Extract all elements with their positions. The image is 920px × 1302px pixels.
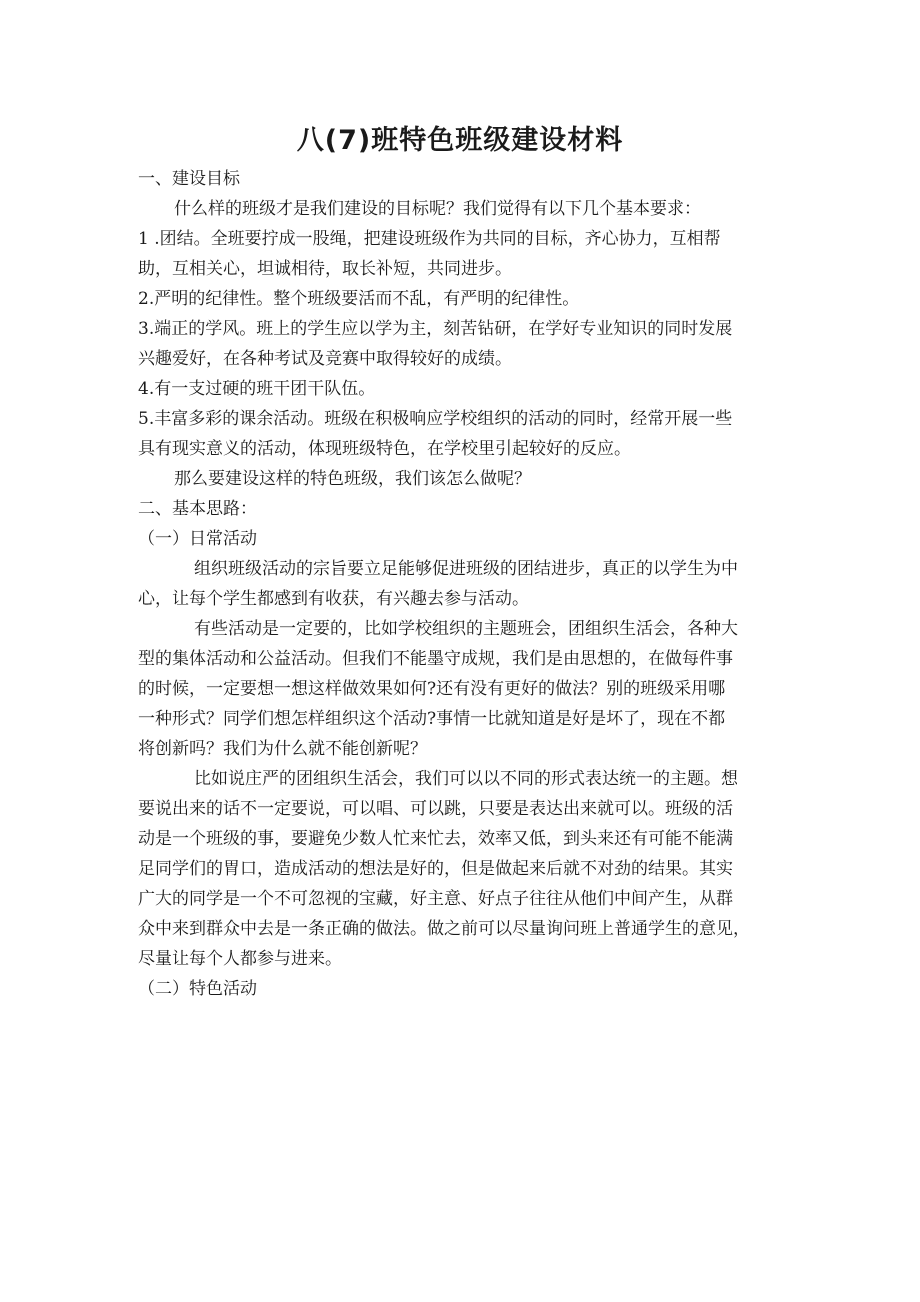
document-body (138, 164, 788, 1004)
list-item-activities-cont: 具有现实意义的活动，体现班级特色，在学校里引起较好的反应。 (138, 439, 631, 459)
paragraph-line: 一种形式？同学们想怎样组织这个活动?事情一比就知道是好是坏了，现在不都 (138, 709, 726, 729)
paragraph-line: 有些活动是一定要的，比如学校组织的主题班会，团组织生活会，各种大 (194, 619, 738, 639)
paragraph-line: 将创新吗？我们为什么就不能创新呢？ (138, 739, 427, 759)
list-item-cadre-team: 4.有一支过硬的班干团干队伍。 (138, 379, 376, 399)
paragraph-line: 动是一个班级的事，要避免少数人忙来忙去，效率又低，到头来还有可能不能满 (138, 829, 733, 849)
list-item-unity: 1 .团结。全班要拧成一股绳，把建设班级作为共同的目标，齐心协力，互相帮 (138, 229, 721, 249)
list-item-study-style: 3.端正的学风。班上的学生应以学为主，刻苦钻研，在学好专业知识的同时发展 (138, 319, 733, 339)
paragraph-line: 足同学们的胃口，造成活动的想法是好的，但是做起来后就不对劲的结果。其实 (138, 859, 733, 879)
paragraph-line: 什么样的班级才是我们建设的目标呢？我们觉得有以下几个基本要求： (174, 199, 701, 219)
section-heading-goals: 一、建设目标 (138, 169, 240, 189)
paragraph-line: 尽量让每个人都参与进来。 (138, 949, 342, 969)
paragraph-line: 的时候，一定要想一想这样做效果如何?还有没有更好的做法？别的班级采用哪 (138, 679, 726, 699)
list-item-unity-cont: 助，互相关心，坦诚相待，取长补短，共同进步。 (138, 259, 512, 279)
paragraph-line: 组织班级活动的宗旨要立足能够促进班级的团结进步，真正的以学生为中 (194, 559, 738, 579)
document-title: 八(7)班特色班级建设材料 (296, 125, 624, 156)
paragraph-line: 型的集体活动和公益活动。但我们不能墨守成规，我们是由思想的，在做每件事 (138, 649, 733, 669)
list-item-study-style-cont: 兴趣爱好，在各种考试及竞赛中取得较好的成绩。 (138, 349, 512, 369)
paragraph-line: 那么要建设这样的特色班级，我们该怎么做呢？ (174, 469, 531, 489)
paragraph-line: 比如说庄严的团组织生活会，我们可以以不同的形式表达统一的主题。想 (194, 769, 738, 789)
subsection-heading-daily: （一）日常活动 (138, 529, 257, 549)
subsection-heading-featured: （二）特色活动 (138, 979, 257, 999)
list-item-activities: 5.丰富多彩的课余活动。班级在积极响应学校组织的活动的同时，经常开展一些 (138, 409, 733, 429)
section-heading-approach: 二、基本思路： (138, 499, 257, 519)
paragraph-line: 众中来到群众中去是一条正确的做法。做之前可以尽量询问班上普通学生的意见， (138, 919, 750, 939)
paragraph-line: 心，让每个学生都感到有收获，有兴趣去参与活动。 (138, 589, 529, 609)
list-item-discipline: 2.严明的纪律性。整个班级要活而不乱，有严明的纪律性。 (138, 289, 580, 309)
paragraph-line: 广大的同学是一个不可忽视的宝藏，好主意、好点子往往从他们中间产生，从群 (138, 889, 733, 909)
paragraph-line: 要说出来的话不一定要说，可以唱、可以跳，只要是表达出来就可以。班级的活 (138, 799, 733, 819)
